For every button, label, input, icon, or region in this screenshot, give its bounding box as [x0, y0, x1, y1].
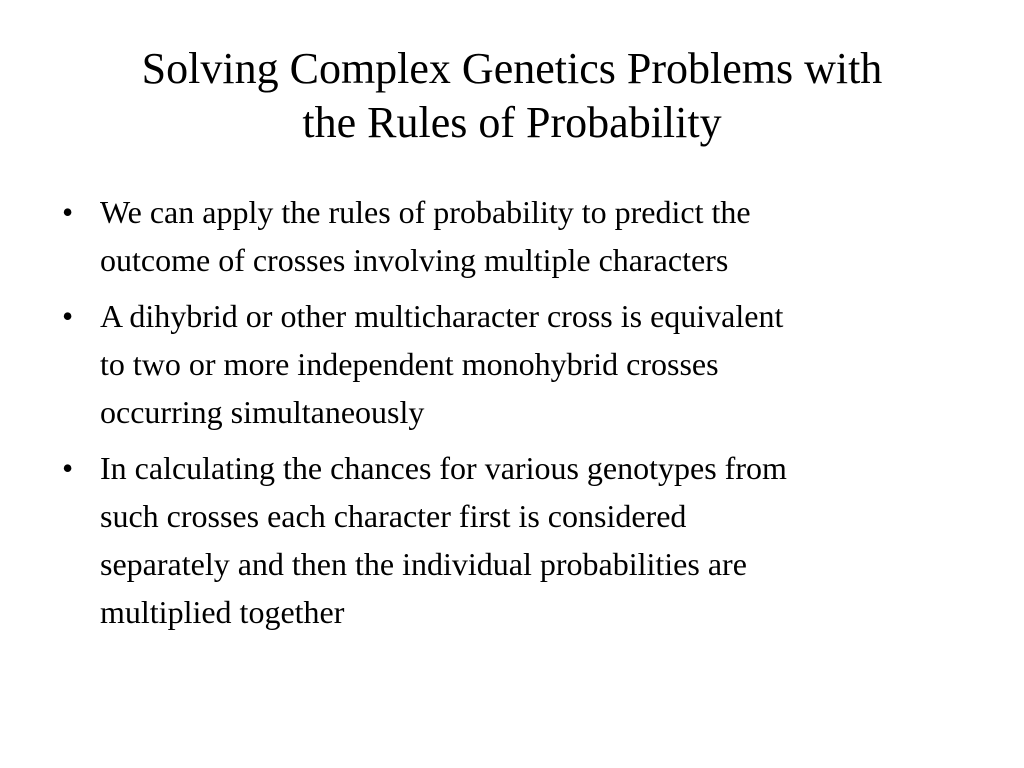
bullet-text — [100, 444, 976, 636]
bullet-text-line: multiplied together — [100, 594, 345, 630]
bullet-item-calculating-chances — [56, 444, 976, 636]
bullet-icon: • — [62, 298, 74, 334]
bullet-text-line: such crosses each character first is considered — [100, 498, 687, 534]
bullet-text-line: A dihybrid or other multicharacter cross is equivalent — [100, 298, 784, 334]
bullet-item-apply-probability — [56, 188, 976, 284]
bullet-text-line: In calculating the chances for various genotypes from — [100, 450, 787, 486]
bullet-list — [56, 188, 976, 644]
bullet-text — [100, 292, 976, 436]
bullet-icon: • — [62, 450, 74, 486]
bullet-item-dihybrid-cross — [56, 292, 976, 436]
slide-title-line: the Rules of Probability — [302, 98, 722, 147]
slide-title — [40, 42, 984, 150]
slide-title-line: Solving Complex Genetics Problems with — [141, 44, 883, 93]
bullet-text-line: occurring simultaneously — [100, 394, 425, 430]
bullet-text-line: outcome of crosses involving multiple characters — [100, 242, 729, 278]
bullet-icon: • — [62, 194, 74, 230]
bullet-text-line: to two or more independent monohybrid crosses — [100, 346, 719, 382]
bullet-text-line: separately and then the individual probabilities are — [100, 546, 747, 582]
bullet-text — [100, 188, 976, 284]
bullet-text-line: We can apply the rules of probability to predict the — [100, 194, 751, 230]
